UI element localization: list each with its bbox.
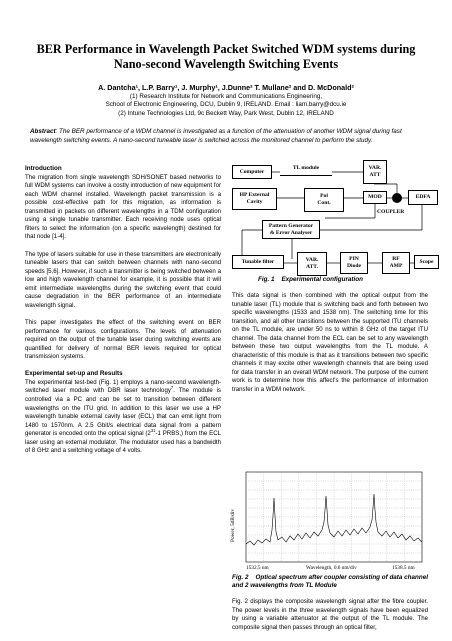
scope-block: Scope	[414, 255, 439, 269]
tunable-filter-block: Tunable filter	[232, 255, 284, 269]
pattern-gen-line1: Pattern Generator	[268, 222, 314, 229]
pin-diode-line2: Diode	[347, 263, 361, 269]
pol-cont-line2: Cont.	[317, 200, 331, 206]
coupler-label: COUPLER	[377, 209, 405, 215]
affiliation-1: (1) Research Institute for Network and Communications Engineering,	[129, 93, 323, 100]
hp-ecl-block	[232, 188, 277, 210]
figure-2-y-label: Power, 5dB/div	[230, 508, 236, 542]
figure-2-spectrum	[232, 470, 428, 574]
affiliation-2: School of Electronic Engineering, DCU, Dublin 9, IRELAND. Email : liam.barry@dcu.ie	[105, 101, 347, 109]
rf-amp-block	[382, 252, 410, 274]
pin-diode-block	[340, 252, 368, 274]
spectrum-plot	[232, 470, 428, 574]
hp-ecl-line2: Cavity	[246, 199, 263, 205]
abstract-label: Abstract	[30, 128, 56, 135]
var-att-top-line1: VAR.	[368, 165, 382, 172]
figure-2-x-right: 1538.5 nm	[392, 565, 415, 571]
intro-paragraph-1: The migration from single wavelength SDH/SONET based networks to full WDM systems can involve a costly introduction of new equipment for each WDM channel installed. Wavelength packet transmission is a possible cost-effective path for this migration, as information is transmitted in packets on different wavelengths in a TDM configuration using a single tunable transmitter. Each receiving node uses optical filters to select the information (on a specific wavelength) destined for that node [1-4].	[25, 173, 221, 241]
abstract	[30, 128, 422, 146]
experiment-paragraph	[25, 379, 221, 456]
figure-2-number: Fig. 2	[232, 574, 249, 581]
experiment-heading: Experimental set-up and Results	[25, 370, 123, 378]
left-column	[25, 165, 221, 464]
abstract-text: : The BER performance of a WDM channel is investigated as a function of the attenuation of another WDM signal during fast wavelength switching events. A nano-second tuneable laser is switched across the monitored channel to perform the study.	[30, 128, 402, 144]
rf-amp-line1: RF	[392, 256, 400, 263]
figure-1-text: Experimental configuration	[281, 276, 363, 283]
right-column	[232, 292, 428, 403]
var-att-top-block	[363, 160, 387, 184]
pol-cont-block	[304, 188, 344, 212]
tl-module-block: TL module	[280, 162, 332, 176]
pin-diode-line1: PIN	[349, 256, 359, 263]
coupler-icon	[392, 193, 402, 203]
affiliations	[20, 93, 432, 118]
var-att-bottom-line2: ATT.	[305, 264, 319, 270]
right-paragraph-1: This data signal is then combined with the optical output from the tunable laser (TL) module that is switching back and forth between two specific wavelengths (1533 and 1538 nm). The switching time for this transition, and all other transitions between the supported ITU channels on the TL module, are under 50 ns to within 8 GHz of the target ITU channel. The data channel from the ECL can be set to any wavelength between these two output wavelengths from the TL module. A characteristic of this module is that as it transitions between two specific channels it may excite other wavelength channels that are being used for data transfer in an overall WDM network. The purpose of the current work is to determine how this affect's the performance of information transfer in a WDM network.	[232, 292, 428, 394]
prbs-exponent: 31	[150, 428, 156, 434]
edfa-block: EDFA	[408, 190, 438, 205]
figure-2-text: Optical spectrum after coupler consisting of data channel and 2 wavelengths from TL Module	[232, 574, 428, 590]
figure-2-x-label: Wavelength, 0.6 nm/div	[306, 565, 357, 571]
author-list: A. Dantcha¹, L.P. Barry¹, J. Murphy¹, J.Dunne² T. Mullane² and D. McDonald²	[98, 83, 354, 92]
paper-title: BER Performance in Wavelength Packet Switched WDM systems during Nano-second Wavelength Switching Events	[36, 42, 416, 71]
computer-block: Computer	[232, 165, 272, 179]
pattern-generator-block	[262, 220, 320, 239]
figure-2-x-left: 1532.5 nm	[246, 565, 269, 571]
experiment-text-c: -1 PRBS,) from the ECL laser using an external modulator. The modulator used has a bandwidth of 8 GHz and a switching voltage of 4 volts.	[25, 430, 221, 455]
figure-1-caption	[258, 276, 363, 284]
mod-block: MOD	[363, 191, 387, 204]
var-att-bottom-line1: VAR.	[305, 257, 319, 264]
intro-paragraph-3: This paper investigates the effect of the switching event on BER performance for various configurations. The levels of attenuation required on the output of the tunable laser during switching events are quantified for delivery of normal BER levels required for optical transmission systems.	[25, 318, 221, 361]
rf-amp-line2: AMP	[389, 263, 403, 269]
right-column-continued	[232, 598, 428, 641]
pol-cont-line1: Pol	[320, 193, 328, 200]
introduction-heading: Introduction	[25, 165, 62, 172]
affiliation-3: (2) Intune Technologies Ltd, 9c Beckett Way, Park West, Dublin 12, IRELAND	[118, 109, 334, 117]
footnote-ref: 7	[170, 385, 174, 391]
figure-1-number: Fig. 1	[258, 276, 275, 283]
experiment-text-b: . The module is controlled via a PC and can be set to transition between different wavelengths on the ITU grid. In addition to this laser we use a HP wavelength tunable external cavity laser (ECL) that can emit light from 1480 to 1570nm. A 2.5 Gbit/s electrical data signal from a pattern generator is encoded onto the optical signal (2	[25, 387, 221, 438]
experiment-text-a: The experimental test-bed (Fig. 1) employs a nano-second wavelength-switched laser module with DBR laser technology	[25, 378, 221, 395]
hp-ecl-line1: HP External	[239, 192, 270, 199]
var-att-top-line2: ATT	[369, 172, 381, 178]
pattern-gen-line2: & Error Analyser	[269, 229, 313, 236]
right-paragraph-2: Fig. 2 displays the composite wavelength signal after the fibre coupler. The power levels in the three wavelength signals have been equalized by using a variable attenuator at the output of the TL module. The composite signal then passes through an optical filter,	[232, 598, 428, 631]
var-att-bottom-block	[297, 252, 327, 276]
intro-paragraph-2: The type of lasers suitable for use in these transmitters are electronically tuneable lasers that can switch between channels with nano-second speeds [5,6]. However, if such a transmitter is being switched between a low and high wavelength channel for example, it is possible that it will emit intermediate wavelengths during the switching event that could cause degradation in the BER performance of an intermediate wavelength signal.	[25, 250, 221, 309]
figure-2-caption	[232, 574, 428, 591]
